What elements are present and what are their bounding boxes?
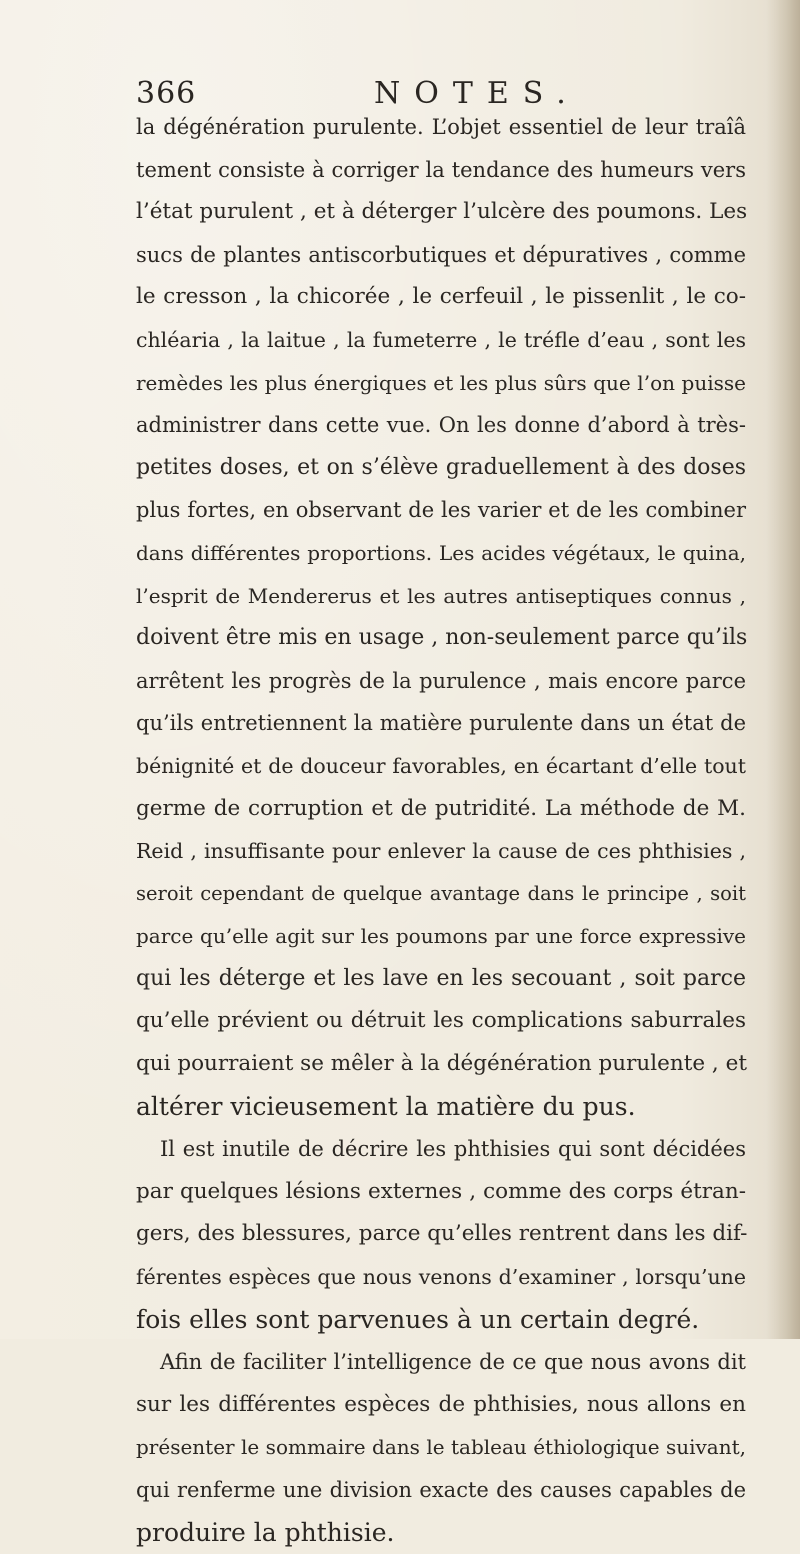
text-line: petites doses, et on s’élève graduellement à des doses [136,454,746,480]
text-line: remèdes les plus énergiques et les plus sûrs que l’on puisse [136,370,746,395]
text-line: germe de corruption et de putridité. La méthode de M. [136,795,746,821]
running-head: NOTES. [374,76,580,111]
text-line: fois elles sont parvenues à un certain degré. [136,1304,700,1334]
text-line: qu’elle prévient ou détruit les complications saburrales [136,1008,746,1034]
text-line: l’état purulent , et à déterger l’ulcère des poumons. Les [136,199,748,225]
text-line: qui renferme une division exacte des causes capables de [136,1478,746,1502]
text-line: Il est inutile de décrire les phthisies qui sont décidées [160,1137,746,1162]
text-line: gers, des blessures, parce qu’elles rentrent dans les dif- [136,1221,748,1247]
text-line: par quelques lésions externes , comme des corps étran- [136,1178,746,1204]
text-line: seroit cependant de quelque avantage dans le principe , soit [136,881,746,905]
text-line: Afin de faciliter l’intelligence de ce que nous avons dit [160,1350,746,1375]
page-edge-shadow [766,0,800,1339]
text-line: qui pourraient se mêler à la dégénération purulente , et [136,1051,747,1077]
text-line: doivent être mis en usage , non-seulement parce qu’ils [136,625,748,651]
text-line: bénignité et de douceur favorables, en écartant d’elle tout [136,753,746,778]
text-line: férentes espèces que nous venons d’examiner , lorsqu’une [136,1265,746,1290]
text-line: la dégénération purulente. L’objet essentiel de leur traîâ [136,115,746,139]
text-line: tement consiste à corriger la tendance des humeurs vers [136,157,746,182]
text-line: qu’ils entretiennent la matière purulente dans un état de [136,711,746,736]
text-line: arrêtent les progrès de la purulence , mais encore parce [136,668,746,693]
text-line: sucs de plantes antiscorbutiques et dépuratives , comme [136,242,746,267]
text-line: sur les différentes espèces de phthisies, nous allons en [136,1391,746,1417]
text-line: parce qu’elle agit sur les poumons par une force expressive [136,924,746,949]
text-line: chléaria , la laitue , la fumeterre , le tréfle d’eau , sont les [136,327,746,352]
text-line: le cresson , la chicorée , le cerfeuil , le pissenlit , le co- [136,284,746,310]
page-number: 366 [136,76,197,111]
text-line: altérer vicieusement la matière du pus. [136,1091,636,1121]
text-line: dans différentes proportions. Les acides végétaux, le quina, [136,540,746,565]
text-line: administrer dans cette vue. On les donne d’abord à très- [136,413,746,438]
text-line: qui les déterge et les lave en les secouant , soit parce [136,965,746,991]
text-line: produire la phthisie. [136,1517,395,1547]
body-text [136,106,746,1554]
text-line: présenter le sommaire dans le tableau éthiologique suivant, [136,1435,746,1460]
text-line: Reid , insuffisante pour enlever la cause de ces phthisies , [136,839,746,864]
text-line: plus fortes, en observant de les varier et de les combiner [136,498,746,523]
text-line: l’esprit de Mendererus et les autres antiseptiques connus , [136,583,746,608]
